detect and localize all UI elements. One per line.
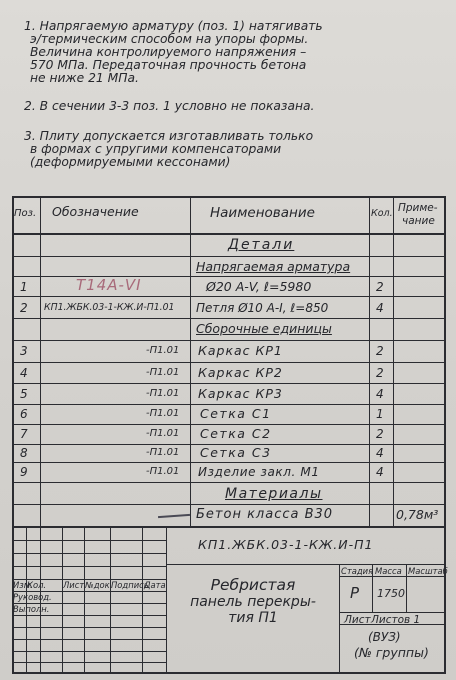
tb-role-executor: Выполн. [13,604,50,614]
note-line: (деформируемыми кессонами) [30,155,231,169]
row-qty: 4 [376,301,384,315]
row-designation: -П1.01 [146,408,180,419]
tb-role-head: Руковод. [13,592,52,602]
title-line-1: Ребристая [210,576,296,594]
row-qty: 4 [376,465,384,479]
tb-header-date: Дата [144,580,166,590]
row-pos: 4 [20,366,28,380]
note-line: э/термическим способом на упоры формы. [30,32,309,46]
note-line: 570 МПа. Передаточная прочность бетона [30,58,307,72]
row-designation: -П1.01 [146,466,180,477]
row-pos: 7 [20,427,28,441]
sheets-label: Листов 1 [371,614,421,626]
row-name: Каркас КР3 [198,386,283,401]
title-line-2: панель перекры- [190,594,316,610]
row-pos: 5 [20,387,28,401]
row-pos: 6 [20,407,28,421]
stage-label: Стадия [341,566,374,576]
sheet-label: Лист [344,614,371,626]
org-line-2: (№ группы) [354,645,429,660]
org-line-1: (ВУЗ) [368,630,401,644]
section-details: Детали [228,237,295,253]
material-name: Бетон класса В30 [196,507,334,522]
col-header-designation: Обозначение [52,204,139,219]
row-designation: -П1.01 [146,367,180,378]
section-assembly: Сборочные единицы [196,321,332,336]
col-header-name: Наименование [210,205,315,221]
row-qty: 2 [376,344,384,358]
row-qty: 1 [376,407,384,421]
row-name: Ø20 А-V, ℓ=5980 [206,279,312,294]
row-designation: -П1.01 [146,428,180,439]
note-line: не ниже 21 МПа. [30,71,139,85]
col-header-pos: Поз. [14,208,37,219]
row-qty: 4 [376,446,384,460]
row-qty: 2 [376,427,384,441]
tb-header-izm: Изм. [13,580,33,590]
note-line: в формах с упругими компенсаторами [30,142,282,156]
mass-value: 1750 [377,587,405,600]
row-name: Каркас КР1 [198,343,283,358]
drawing-code: КП1.ЖБК.03-1-КЖ.И-П1 [198,537,374,552]
row-name: Сетка С2 [200,426,272,441]
section-prestressed: Напрягаемая арматура [196,259,351,274]
section-materials: Материалы [225,486,323,502]
tb-header-sign: Подпись [111,580,149,590]
material-note: 0,78м³ [396,507,439,522]
row-designation: Т14А-VI [76,276,142,294]
note-line: Величина контролируемого напряжения – [30,45,307,59]
note-line: 2. В сечении 3-3 поз. 1 условно не показана. [24,99,315,113]
row-name: Сетка С1 [200,406,272,421]
row-pos: 9 [20,465,28,479]
row-name: Изделие закл. М1 [198,465,320,479]
row-designation: -П1.01 [146,447,180,458]
col-header-qty: Кол. [371,208,393,219]
tb-header-kol: Кол. [27,580,47,590]
row-name: Сетка С3 [200,445,272,460]
row-pos: 1 [20,280,28,294]
row-qty: 4 [376,387,384,401]
row-qty: 2 [376,280,384,294]
row-designation: -П1.01 [146,345,180,356]
note-line: 1. Напрягаемую арматуру (поз. 1) натягивать [24,19,323,33]
col-header-note: Приме- [398,202,438,214]
row-name: Каркас КР2 [198,365,283,380]
scale-label: Масштаб [408,566,448,576]
mass-label: Масса [375,566,402,576]
row-pos: 2 [20,301,28,315]
row-name: Петля Ø10 А-I, ℓ=850 [196,301,329,315]
tb-header-list: Лист [63,580,85,590]
row-pos: 3 [20,344,28,358]
row-designation: -П1.01 [146,388,180,399]
tb-header-doc: №док [85,580,110,590]
row-qty: 2 [376,366,384,380]
note-line: 3. Плиту допускается изготавливать только [24,129,314,143]
col-header-note-2: чание [402,215,435,227]
stage-value: Р [350,584,360,602]
row-designation: КП1.ЖБК.03-1-КЖ.И-П1.01 [44,302,175,313]
row-pos: 8 [20,446,28,460]
title-line-3: тия П1 [228,610,278,626]
